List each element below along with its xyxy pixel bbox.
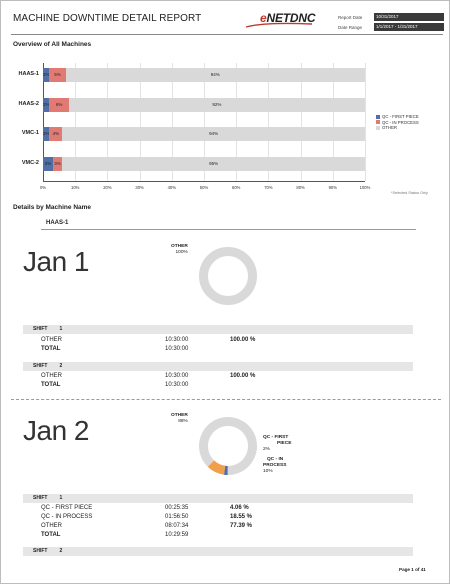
row-name: OTHER: [41, 337, 62, 343]
legend-item: [376, 125, 397, 130]
row-name: QC - IN PROCESS: [41, 514, 93, 520]
bar-segment: 94%: [66, 68, 365, 82]
row-name-total: TOTAL: [41, 382, 61, 388]
row-duration: 10:30:00: [165, 337, 189, 343]
x-tick-label: 20%: [103, 185, 112, 190]
legend-label: QC - IN PROCESS: [382, 119, 419, 125]
bar-segment: 5%: [49, 68, 65, 82]
bar-segment: 6%: [49, 98, 68, 112]
day-label: Jan 1: [23, 246, 89, 277]
donut-label-qc-in-process: QC - IN PROCESS 10%: [263, 457, 287, 474]
donut-slice: [204, 252, 253, 301]
shift-label: SHIFT 2: [33, 363, 63, 369]
x-tick-label: 70%: [264, 185, 273, 190]
donut-chart-jan2: [198, 416, 258, 476]
report-title: MACHINE DOWNTIME DETAIL REPORT: [13, 13, 202, 24]
bar-segment: 4%: [49, 127, 62, 141]
row-name: QC - FIRST PIECE: [41, 505, 93, 511]
row-name-total: TOTAL: [41, 346, 61, 352]
shift-band: [23, 547, 413, 556]
x-grid-line: [365, 63, 366, 181]
bar-segment: 2%: [43, 127, 49, 141]
category-label: HAAS-2: [18, 101, 39, 107]
row-duration-total: 10:30:00: [165, 346, 189, 352]
row-duration-total: 10:29:59: [165, 532, 189, 538]
bar-segment: 2%: [43, 68, 49, 82]
donut-label-qc-first-piece: QC - FIRST PIECE 2%: [263, 435, 292, 452]
shift-band: [23, 494, 413, 503]
row-duration: 08:07:34: [165, 523, 189, 529]
legend-swatch: [376, 126, 380, 130]
row-duration-total: 10:30:00: [165, 382, 189, 388]
bar-segment: 92%: [69, 98, 365, 112]
row-percent: 4.06 %: [230, 505, 249, 511]
row-duration: 01:56:50: [165, 514, 189, 520]
chart-footnote: *Selected Status Only: [391, 191, 428, 195]
report-date-value: 10/31/2017: [374, 13, 444, 21]
x-tick-label: 100%: [359, 185, 371, 190]
date-range-value: 1/1/2017 - 1/31/2017: [374, 23, 444, 31]
category-label: HAAS-1: [18, 71, 39, 77]
category-label: VMC-1: [21, 130, 39, 136]
shift-label: SHIFT 1: [33, 495, 63, 501]
bar-segment: 3%: [43, 157, 53, 171]
legend-item: [376, 120, 419, 125]
shift-label: SHIFT 1: [33, 326, 63, 332]
x-tick-label: 30%: [135, 185, 144, 190]
bar-segment: 3%: [53, 157, 63, 171]
x-tick-label: 0%: [39, 185, 47, 190]
logo-text: eNETDNC: [260, 11, 316, 25]
bar-segment: 2%: [43, 98, 49, 112]
day-label: Jan 2: [23, 415, 89, 446]
legend-label: QC - FIRST PIECE: [382, 114, 419, 119]
x-tick-label: 90%: [328, 185, 337, 190]
details-heading: Details by Machine Name: [13, 204, 92, 211]
report-date-label: Report Date: [338, 15, 363, 20]
donut-label-other: OTHER 100%: [171, 244, 188, 255]
page-number: Page 1 of 41: [399, 567, 426, 572]
row-duration: 00:25:35: [165, 505, 189, 511]
legend-label: OTHER: [382, 125, 398, 130]
x-tick-label: 80%: [296, 185, 305, 190]
row-name: OTHER: [41, 523, 62, 529]
date-range-label: Date Range: [338, 25, 363, 30]
x-tick-label: 50%: [199, 185, 209, 190]
donut-slice: [199, 417, 257, 475]
x-tick-label: 60%: [231, 185, 241, 190]
legend-swatch: [376, 115, 380, 119]
row-duration: 10:30:00: [165, 373, 189, 379]
machine-divider: [41, 229, 416, 230]
row-name-total: TOTAL: [41, 532, 61, 538]
shift-band: [23, 325, 413, 334]
row-percent: 100.00 %: [230, 373, 256, 379]
row-name: OTHER: [41, 373, 62, 379]
bar-segment: 94%: [62, 127, 365, 141]
x-axis: [43, 181, 365, 182]
row-percent: 18.55 %: [230, 514, 253, 520]
bar-segment: 95%: [62, 157, 365, 171]
x-tick-label: 10%: [70, 185, 80, 190]
machine-name: HAAS-1: [46, 220, 69, 226]
day-separator: [11, 399, 441, 400]
overview-heading: Overview of All Machines: [13, 41, 92, 48]
donut-chart-jan1: [198, 246, 258, 306]
legend-swatch: [376, 120, 380, 124]
legend-item: [376, 114, 419, 119]
row-percent: 77.39 %: [230, 523, 253, 529]
shift-label: SHIFT 2: [33, 548, 63, 554]
donut-label-other: OTHER 88%: [171, 413, 188, 424]
x-tick-label: 40%: [167, 185, 176, 190]
overview-chart: [1, 1, 450, 201]
row-percent: 100.00 %: [230, 337, 256, 343]
category-label: VMC-2: [21, 160, 39, 166]
shift-band: [23, 362, 413, 371]
